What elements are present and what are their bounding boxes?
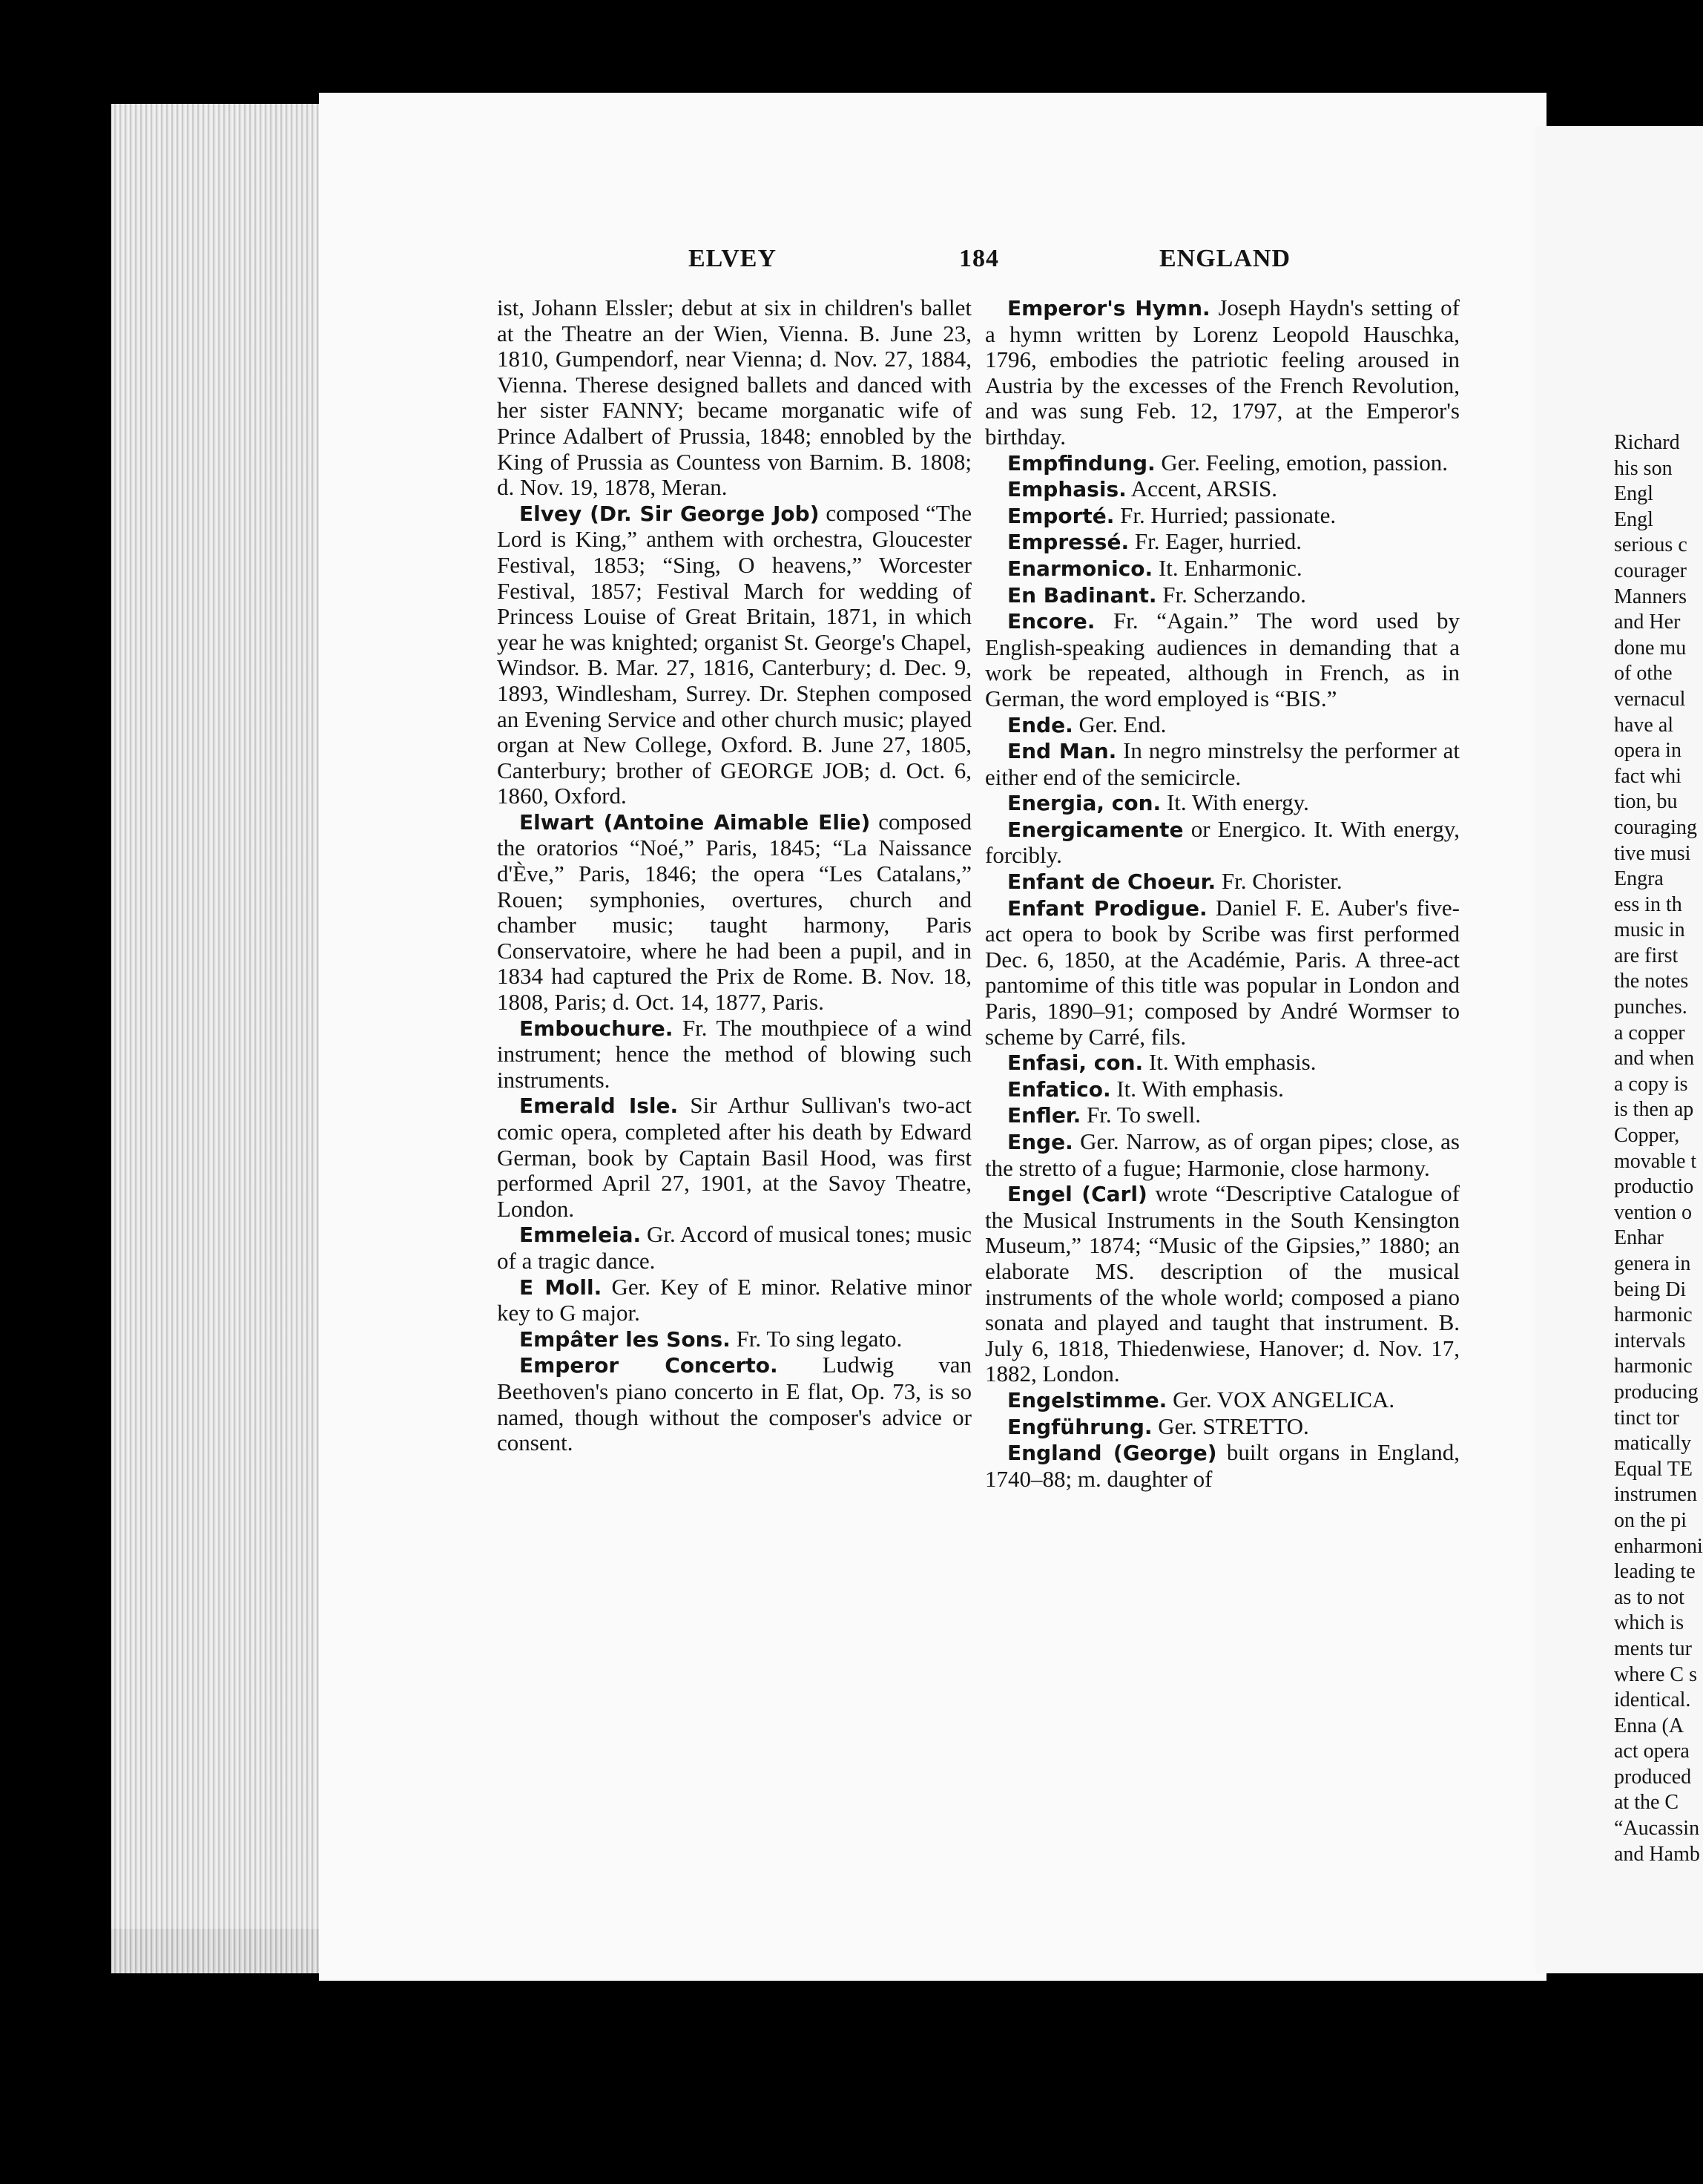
entry-text: It. With emphasis. [1110,1075,1284,1102]
dictionary-entry [497,1093,972,1222]
entry-text: Ger. VOX ANGELICA. [1167,1386,1395,1412]
dictionary-entry [985,450,1460,477]
entry-headword: Engel (Carl) [1007,1182,1147,1207]
next-page-line: as to not [1614,1585,1684,1609]
entry-text: Joseph Haydn's setting of a hymn written by Lorenz Leopold Hauschka, 1796, embodies the patriotic feeling aroused in Austria by the excesses of the French Revolution, and was sung Feb. 12, 1797, at the Emperor's birthday. [985,295,1460,450]
next-page-line: a copy is [1614,1072,1688,1096]
dictionary-entry [497,809,972,1016]
dictionary-entry [985,895,1460,1050]
next-page-line: Manners [1614,585,1687,608]
entry-text: or Energico. It. With energy, forcibly. [985,815,1460,869]
dictionary-entry [985,556,1460,582]
next-page-line: music in [1614,918,1685,942]
next-page-line: tive musi [1614,841,1691,865]
next-page-line: serious c [1614,533,1687,557]
next-page-line: have al [1614,713,1674,737]
entry-headword: Enfasi, con. [1007,1050,1144,1076]
next-page-line: produced [1614,1765,1692,1789]
page-edges [111,104,341,1929]
entry-text: Fr. Chorister. [1216,868,1343,895]
next-page-line: enharmoni [1614,1534,1703,1558]
entry-text: Ger. Feeling, emotion, passion. [1155,449,1448,476]
entry-headword: Emporté. [1007,503,1115,528]
next-page-line: act opera [1614,1740,1690,1763]
next-page-line: Engl [1614,507,1653,531]
dictionary-entry [985,295,1460,450]
next-page-line: harmonic [1614,1303,1693,1327]
entry-headword: Emperor Concerto. [519,1353,778,1378]
page-number: 184 [959,245,999,272]
entry-headword: Emphasis. [1007,477,1127,502]
entry-headword: En Badinant. [1007,582,1157,608]
dictionary-entry [985,1440,1460,1492]
next-page-line: ess in th [1614,892,1682,916]
entry-text: built organs in England, 1740–88; m. daughter of [985,1439,1460,1492]
next-page-edge [1535,126,1703,1973]
entry-text: Fr. Eager, hurried. [1129,528,1302,555]
dictionary-entry [497,1222,972,1274]
entry-headword: Engführung. [1007,1414,1153,1439]
next-page-line: and Hamb [1614,1842,1700,1866]
next-page-line: which is [1614,1611,1684,1635]
entry-headword: Empressé. [1007,530,1130,555]
next-page-line: couraging [1614,815,1697,839]
next-page-line: “Aucassin [1614,1817,1700,1841]
dictionary-entry [985,503,1460,530]
right-column [985,295,1460,1492]
entry-text: In negro minstrelsy the performer at either end of the semicircle. [985,737,1460,790]
entry-text: Fr. “Again.” The word used by English-speaking audiences in demanding that a work be repeated, although in French, as in German, the word employed is “BIS.” [985,608,1460,711]
next-page-line: Richard [1614,431,1680,454]
next-page-line: movable t [1614,1149,1697,1173]
dictionary-entry [497,1326,972,1353]
next-page-line: intervals [1614,1329,1686,1352]
dictionary-entry [985,1387,1460,1414]
next-page-line: tinct tor [1614,1406,1679,1430]
entry-headword: Engelstimme. [1007,1387,1167,1412]
entry-text: Ger. Key of E minor. Relative minor key to G major. [497,1273,972,1326]
entry-headword: Ende. [1007,712,1073,737]
dictionary-entry [497,1016,972,1093]
entry-text: Ger. End. [1073,711,1167,737]
dictionary-entry [985,790,1460,817]
dictionary-entry [497,1352,972,1456]
next-page-line: instrumen [1614,1483,1697,1507]
next-page-line: Copper, [1614,1124,1680,1148]
entry-headword: Enge. [1007,1130,1073,1154]
entry-text: Daniel F. E. Auber's five-act opera to book by Scribe was first performed Dec. 6, 1850, at the Académie, Paris. A three-act pantomime of this title was popular in London and Paris, 1890–91; composed by André Wormser to scheme by Carré, fils. [985,894,1460,1050]
dictionary-entry [497,295,972,501]
next-page-line: are first [1614,944,1679,967]
dictionary-entry [985,1050,1460,1076]
entry-text: Ger. STRETTO. [1152,1412,1309,1439]
entry-text: composed “The Lord is King,” anthem with orchestra, Gloucester Festival, 1853; “Sing, O heavens,” Worcester Festival, 1857; Festival March for wedding of Princess Louise of Great Britain, 1871, in which year he was knighted; organist St. George's Chapel, Windsor. B. Mar. 27, 1816, Canterbury; d. Dec. 9, 1893, Windlesham, Surrey. Dr. Stephen composed an Evening Service and other church music; played organ at New College, Oxford. B. June 27, 1805, Canterbury; brother of GEORGE JOB; d. Oct. 6, 1860, Oxford. [497,499,972,809]
entry-headword: Elwart (Antoine Aimable Elie) [519,809,871,835]
entry-text: Accent, ARSIS. [1126,476,1277,502]
dictionary-entry [985,1102,1460,1129]
entry-text: composed the oratorios “Noé,” Paris, 1845; “La Naissance d'Ève,” Paris, 1846; the opera “Les Catalans,” Rouen; symphonies, overtures, church and chamber music; taught harmony, Paris Conservatoire, where he had been a pupil, and in 1834 had captured the Prix de Rome. B. Nov. 18, 1808, Paris; d. Oct. 14, 1877, Paris. [497,808,972,1016]
next-page-line: tion, bu [1614,790,1678,814]
next-page-line: matically [1614,1432,1692,1456]
entry-text: Fr. To sing legato. [730,1325,903,1352]
next-page-line: vention o [1614,1200,1692,1224]
next-page-line: vernacul [1614,687,1686,711]
dictionary-entry [985,582,1460,609]
entry-headword: Embouchure. [519,1016,673,1041]
next-page-line: producing [1614,1380,1699,1404]
entry-text: Fr. To swell. [1081,1102,1202,1128]
running-head-right: ENGLAND [1159,245,1291,272]
next-page-line: Enna (A [1614,1714,1684,1737]
entry-headword: Encore. [1007,609,1096,634]
entry-text: It. Enharmonic. [1153,554,1302,581]
next-page-line: Engra [1614,867,1664,891]
dictionary-entry [985,1414,1460,1441]
entry-headword: Empâter les Sons. [519,1326,731,1352]
dictionary-entry [985,1076,1460,1103]
entry-text: Ludwig van Beethoven's piano concerto in E flat, Op. 73, is so named, though without the composer's advice or consent. [497,1352,972,1456]
next-page-line: harmonic [1614,1355,1693,1378]
next-page-line: opera in [1614,739,1681,763]
next-page-line: the notes [1614,970,1689,993]
entry-headword: Emerald Isle. [519,1093,679,1119]
entry-headword: Energia, con. [1007,791,1162,816]
entry-headword: E Moll. [519,1274,602,1300]
entry-headword: Enfatico. [1007,1076,1111,1102]
next-page-line: where C s [1614,1662,1697,1686]
next-page-line: punches. [1614,996,1687,1019]
entry-text: Fr. Hurried; passionate. [1114,501,1337,528]
next-page-line: a copper [1614,1021,1685,1045]
entry-headword: Enfant de Choeur. [1007,869,1216,895]
dictionary-entry [985,738,1460,790]
entry-headword: Energicamente [1007,817,1184,842]
dictionary-entry [497,1274,972,1326]
entry-text: Gr. Accord of musical tones; music of a tragic dance. [497,1221,972,1274]
next-page-line: leading te [1614,1560,1696,1584]
dictionary-entry [985,712,1460,739]
entry-text: It. With energy. [1161,789,1309,816]
entry-text: Sir Arthur Sullivan's two-act comic opera, completed after his death by Edward German, book by Captain Basil Hood, was first performed April 27, 1901, at the Savoy Theatre, London. [497,1092,972,1222]
running-head-left: ELVEY [688,245,777,272]
next-page-line: courager [1614,559,1687,582]
entry-text: It. With emphasis. [1143,1049,1317,1076]
entry-text: Fr. Scherzando. [1156,581,1306,608]
entry-text: wrote “Descriptive Catalogue of the Musical Instruments in the South Kensington Museum,” 1874; “Music of the Gipsies,” 1880; an elaborate MS. description of the musical instruments of the whole world; composed a piano sonata and played and taught that instrument. B. July 6, 1818, Thiedenwiese, Hanover; d. Nov. 17, 1882, London. [985,1180,1460,1387]
entry-headword: End Man. [1007,739,1117,764]
dictionary-entry [985,1129,1460,1181]
dictionary-entry [985,1181,1460,1387]
next-page-line: Enhar [1614,1226,1664,1250]
entry-headword: Emmeleia. [519,1223,642,1248]
next-page-line: genera in [1614,1252,1691,1275]
dictionary-entry [497,501,972,809]
next-page-line: being Di [1614,1277,1687,1301]
dictionary-entry [985,869,1460,895]
dictionary-entry [985,529,1460,556]
next-page-line: on the pi [1614,1508,1687,1532]
entry-headword: Emperor's Hymn. [1007,296,1210,320]
next-page-column [1614,430,1703,1867]
next-page-line: his son [1614,456,1673,480]
next-page-line: Equal TE [1614,1457,1693,1481]
dictionary-entry [985,817,1460,869]
entry-headword: Enfant Prodigue. [1007,895,1208,921]
next-page-line: done mu [1614,636,1687,660]
entry-headword: Empfindung. [1007,450,1156,476]
left-column [497,295,972,1456]
entry-headword: Enarmonico. [1007,556,1153,581]
next-page-line: of othe [1614,662,1673,685]
dictionary-entry [985,608,1460,711]
next-page-line: ments tur [1614,1637,1692,1660]
next-page-line: identical. [1614,1688,1691,1712]
entry-headword: Elvey (Dr. Sir George Job) [519,501,820,526]
next-page-line: and when [1614,1047,1695,1070]
next-page-line: productio [1614,1175,1694,1199]
next-page-line: at the C [1614,1791,1679,1815]
dictionary-entry [985,476,1460,503]
entry-headword: Enfler. [1007,1103,1081,1128]
entry-text: ist, Johann Elssler; debut at six in children's ballet at the Theatre an der Wien, Vienna. B. June 23, 1810, Gumpendorf, near Vienna; d. Nov. 27, 1884, Vienna. Therese designed ballets and danced with her sister FANNY; became morganatic wife of Prince Adalbert of Prussia, 1848; ennobled by the King of Prussia as Countess von Barnim. B. 1808; d. Nov. 19, 1878, Meran. [497,295,972,501]
entry-headword: England (George) [1007,1441,1217,1466]
next-page-line: is then ap [1614,1098,1694,1122]
entry-text: Fr. The mouthpiece of a wind instrument; hence the method of blowing such instruments. [497,1014,972,1093]
entry-text: Ger. Narrow, as of organ pipes; close, as the stretto of a fugue; Harmonie, close harmony. [985,1128,1460,1181]
next-page-line: fact whi [1614,764,1681,788]
next-page-line: Engl [1614,482,1653,506]
next-page-line: and Her [1614,611,1681,634]
